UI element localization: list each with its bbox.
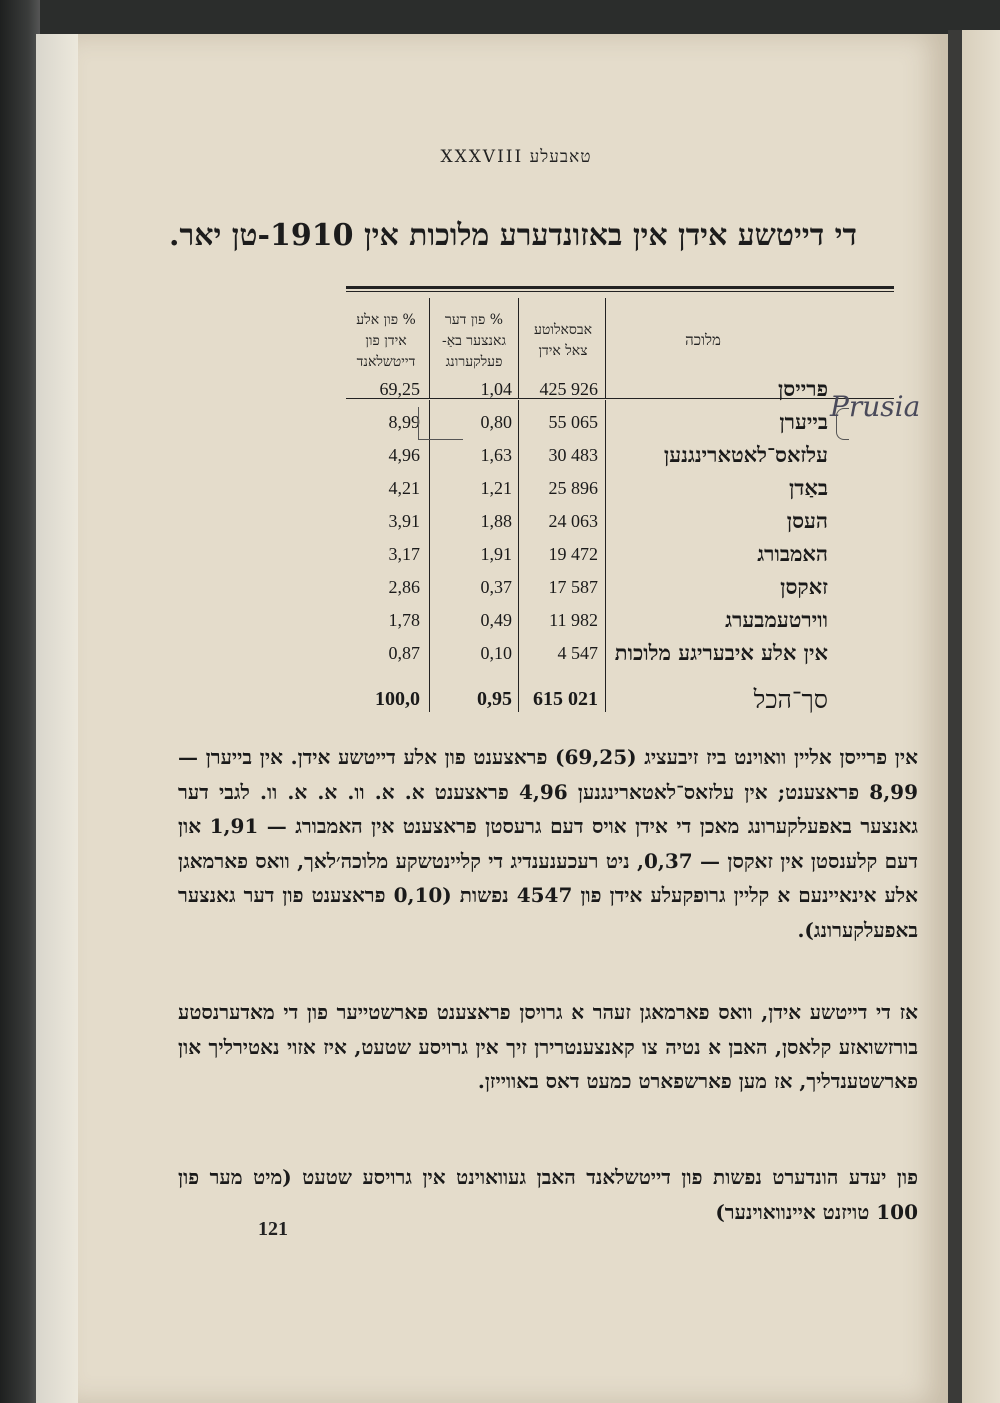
row-pct-jews: 4,96 <box>388 445 420 465</box>
row-absolute: 425 926 <box>539 379 598 399</box>
table-top-rule <box>346 286 894 289</box>
row-pct-population: 0,95 <box>477 688 512 710</box>
paragraph-1: אין פרייסן אליין וואוינט ביז זיבעציג (69,25) פראצענט פון אלע דייטשע אידן. אין בייערן — 8,99 פראצענט; אין עלזאס־לאטארינגנען 4,96 פראצענט א. א. וו. א. א. וו. לגבי דער גאנצער באפעלקערונג מאכן די אידן אויס דעם גרעסטן פראצענט אין האמבורג — 1,91 און דעם קלענסטן אין זאקסן — 0,37, ניט רעכענענדיג די קליינטשקע מלוכה׳לאך, וואס פארמאגן אלע אינאיינעם א קליין גרופקעלע אידן פון 4547 נפשות (0,10 פראצענט פון דער גאנצער באפעלקערונג). <box>178 745 919 942</box>
row-absolute: 19 472 <box>548 544 598 564</box>
row-state: אין אלע איבעריגע מלוכות <box>614 640 828 665</box>
row-state: באַדן <box>788 475 828 500</box>
header-pct-jews: % פון אלע אידן פון דייטשלאנד <box>356 312 416 370</box>
running-head <box>78 147 948 167</box>
row-pct-jews: 8,99 <box>388 412 420 432</box>
row-absolute: 615 021 <box>533 688 598 710</box>
book-binding <box>0 0 40 1403</box>
header-absolute: אבסאלוטע צאל אידן <box>533 322 593 359</box>
row-absolute: 30 483 <box>548 445 598 465</box>
row-pct-jews: 3,91 <box>388 511 420 531</box>
row-absolute: 55 065 <box>548 412 598 432</box>
row-pct-population: 1,88 <box>480 511 512 531</box>
row-pct-jews: 0,87 <box>388 643 420 663</box>
row-state: עלזאס־לאטארינגנען <box>663 442 828 467</box>
running-head-numeral: XXXVIII <box>440 147 524 167</box>
row-state: זאקסן <box>780 574 828 599</box>
row-absolute: 17 587 <box>548 577 598 597</box>
pencil-mark <box>418 407 463 440</box>
header-state: מלוכה <box>685 331 721 349</box>
row-pct-population: 1,21 <box>480 478 512 498</box>
row-state: פרייסן <box>777 376 828 401</box>
row-pct-jews: 3,17 <box>388 544 420 564</box>
row-pct-population: 0,37 <box>480 577 512 597</box>
row-state: בייערן <box>779 409 828 434</box>
page-title: די דייטשע אידן אין באזונדערע מלוכות אין 1910-טן יאר. <box>169 218 857 253</box>
paragraph-3: פון יעדע הונדערט נפשות פון דייטשלאנד האבן געוואוינט אין גרויסע שטעט (מיט מער פון 100 טויזנט איינוואוינער) <box>178 1165 918 1224</box>
row-absolute: 11 982 <box>549 610 598 630</box>
running-head-label: טאבעלע <box>529 147 592 167</box>
row-pct-population: 0,49 <box>480 610 512 630</box>
header-pct-population: % פון דער גאנצער באַ- פעלקערונג <box>441 312 507 370</box>
row-pct-jews: 2,86 <box>388 577 420 597</box>
row-pct-population: 1,91 <box>480 544 512 564</box>
paragraph-2: אז די דייטשע אידן, וואס פארמאגן זעהר א גרויסן פראצענט פארשטייער פון די מאדערנסטע בורזשואזע קלאסן, האבן א נטיה צו קאנצענטרירן זיך אין גרויסע שטעט, איז אזוי נאטירליך און פארשטענדליך, אז מען פארשפארט כמעט דאס באווייזן. <box>178 1000 918 1093</box>
row-pct-population: 0,80 <box>480 412 512 432</box>
row-state: סך־הכל <box>753 685 828 714</box>
handwritten-annotation: Prusia <box>830 390 921 423</box>
row-pct-population: 0,10 <box>480 643 512 663</box>
page-number: 121 <box>258 1218 288 1240</box>
row-state: האמבורג <box>757 541 828 566</box>
col-divider <box>605 298 606 398</box>
row-absolute: 4 547 <box>557 643 598 663</box>
next-page-edge <box>948 30 1000 1403</box>
row-pct-jews: 1,78 <box>388 610 420 630</box>
page-gutter <box>36 34 78 1403</box>
row-pct-population: 1,63 <box>480 445 512 465</box>
row-absolute: 24 063 <box>548 511 598 531</box>
row-state: העסן <box>786 508 828 533</box>
col-divider <box>605 400 606 712</box>
col-divider <box>429 298 430 398</box>
table-top-rule-thin <box>346 291 894 292</box>
col-divider <box>429 400 430 712</box>
col-divider <box>518 400 519 712</box>
row-absolute: 25 896 <box>548 478 598 498</box>
row-pct-jews: 100,0 <box>375 688 420 710</box>
col-divider <box>518 298 519 398</box>
row-pct-population: 1,04 <box>480 379 512 399</box>
book-page <box>78 34 948 1403</box>
row-pct-jews: 4,21 <box>388 478 420 498</box>
row-pct-jews: 69,25 <box>379 379 420 399</box>
row-state: ווירטעמבערג <box>725 607 828 632</box>
